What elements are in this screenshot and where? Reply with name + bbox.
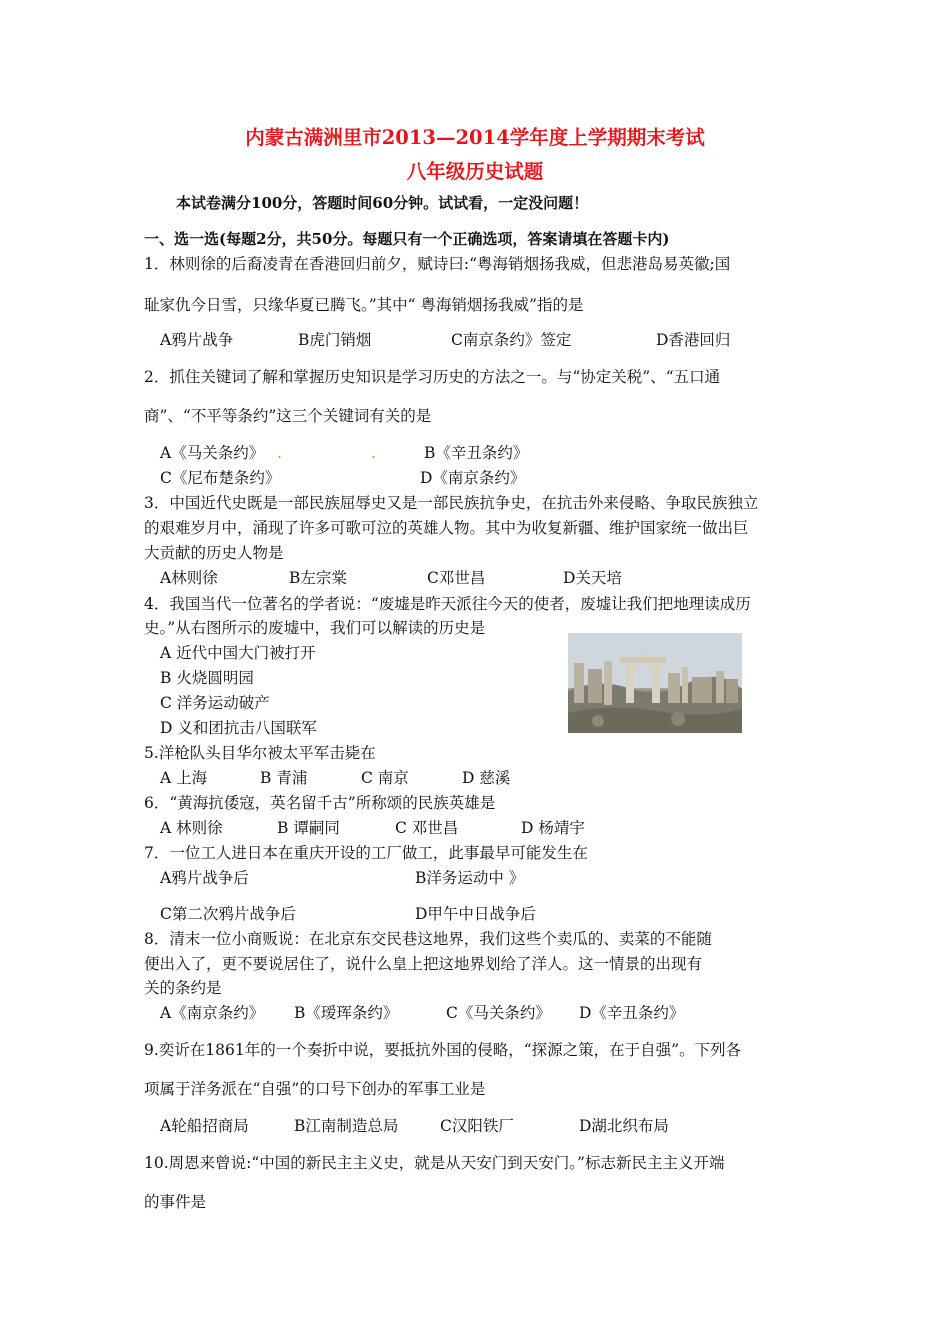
q4-option-c: C 洋务运动破产 — [160, 694, 270, 712]
q3-option-b: B左宗棠 — [289, 569, 347, 587]
q7-option-a: A鸦片战争后 — [160, 869, 249, 887]
q9-option-a: A轮船招商局 — [160, 1117, 249, 1135]
q10-stem-line2: 的事件是 — [144, 1193, 207, 1211]
q1-option-c: C南京条约》签定 — [451, 331, 572, 349]
q9-stem-line1: 9.奕䜣在1861年的一个奏折中说，要抵抗外国的侵略，“探源之策，在于自强”。下列各 — [144, 1041, 742, 1059]
section-heading: 一、选一选(每题2分，共50分。每题只有一个正确选项，答案请填在答题卡内) — [144, 230, 670, 248]
q1-stem-line2: 耻家仇今日雪，只缘华夏已腾飞。”其中“ 粤海销烟扬我威”指的是 — [144, 296, 584, 314]
ruins-illustration — [568, 633, 742, 733]
q5-option-a: A 上海 — [160, 769, 208, 787]
q4-option-d: D 义和团抗击八国联军 — [160, 719, 317, 737]
q2-option-d: D《南京条约》 — [420, 469, 526, 487]
q9-option-b: B江南制造总局 — [294, 1117, 399, 1135]
q2-mark-dot-1: . — [277, 444, 282, 462]
q4-option-b: B 火烧圆明园 — [160, 669, 254, 687]
q5-stem: 5.洋枪队头目华尔被太平军击毙在 — [144, 744, 376, 762]
q10-stem-line1: 10.周恩来曾说:“中国的新民主主义史，就是从天安门到天安门。”标志新民主主义开端 — [144, 1154, 725, 1172]
q5-option-b: B 青浦 — [260, 769, 308, 787]
q8-stem-line1: 8．清末一位小商贩说：在北京东交民巷这地界，我们这些个卖瓜的、卖菜的不能随 — [144, 930, 712, 948]
q5-option-c: C 南京 — [361, 769, 409, 787]
q5-option-d: D 慈溪 — [462, 769, 511, 787]
q7-option-d: D甲午中日战争后 — [415, 905, 536, 923]
exam-intro: 本试卷满分100分，答题时间60分钟。试试看，一定没问题！ — [176, 194, 589, 212]
q2-stem-line2: 商”、“不平等条约”这三个关键词有关的是 — [144, 407, 432, 425]
q7-option-c: C第二次鸦片战争后 — [160, 905, 296, 923]
q8-option-a: A《南京条约》 — [160, 1004, 265, 1022]
q2-option-b: B《辛丑条约》 — [424, 444, 529, 462]
q6-option-d: D 杨靖宇 — [521, 819, 585, 837]
q6-stem: 6．“黄海抗倭寇，英名留千古”所称颂的民族英雄是 — [144, 794, 496, 812]
q4-stem-line2: 史。”从右图所示的废墟中，我们可以解读的历史是 — [144, 619, 486, 637]
q7-option-b: B洋务运动中 》 — [415, 869, 525, 887]
q3-stem-line1: 3．中国近代史既是一部民族屈辱史又是一部民族抗争史，在抗击外来侵略、争取民族独立 — [144, 494, 759, 512]
q6-option-c: C 邓世昌 — [395, 819, 459, 837]
q8-stem-line2: 便出入了，更不要说居住了，说什么皇上把这地界划给了洋人。这一情景的出现有 — [144, 955, 703, 973]
q2-option-a: A《马关条约》 — [160, 444, 265, 462]
exam-title-line1: 内蒙古满洲里市2013—2014学年度上学期期末考试 — [245, 126, 705, 149]
q3-option-d: D关天培 — [563, 569, 622, 587]
q3-option-a: A林则徐 — [160, 569, 218, 587]
q8-option-d: D《辛丑条约》 — [579, 1004, 685, 1022]
q1-stem-line1: 1．林则徐的后裔凌青在香港回归前夕，赋诗曰:“粤海销烟扬我威，但悲港岛易英徽;国 — [144, 255, 731, 273]
q7-stem: 7．一位工人进日本在重庆开设的工厂做工，此事最早可能发生在 — [144, 844, 588, 862]
q9-option-d: D湖北织布局 — [579, 1117, 669, 1135]
q8-option-b: B《瑷珲条约》 — [294, 1004, 399, 1022]
q6-option-b: B 谭嗣同 — [277, 819, 340, 837]
q3-stem-line2: 的艰难岁月中，涌现了许多可歌可泣的英雄人物。其中为收复新疆、维护国家统一做出巨 — [144, 519, 749, 537]
q8-option-c: C《马关条约》 — [446, 1004, 551, 1022]
q2-mark-dot-2: . — [371, 444, 376, 462]
q6-option-a: A 林则徐 — [160, 819, 223, 837]
ruins-photo — [568, 633, 742, 733]
q3-stem-line3: 大贡献的历史人物是 — [144, 544, 284, 562]
q4-option-a: A 近代中国大门被打开 — [160, 644, 316, 662]
q3-option-c: C邓世昌 — [427, 569, 486, 587]
q4-stem-line1: 4．我国当代一位著名的学者说：“废墟是昨天派往今天的使者，废墟让我们把地理读成历 — [144, 595, 751, 613]
q1-option-a: A鸦片战争 — [160, 331, 234, 349]
q8-stem-line3: 关的条约是 — [144, 979, 222, 997]
q1-option-d: D香港回归 — [656, 331, 731, 349]
q9-option-c: C汉阳铁厂 — [440, 1117, 514, 1135]
q2-stem-line1: 2．抓住关键词了解和掌握历史知识是学习历史的方法之一。与“协定关税”、“五口通 — [144, 368, 721, 386]
exam-title-line2: 八年级历史试题 — [406, 160, 544, 183]
q2-option-c: C《尼布楚条约》 — [160, 469, 281, 487]
q9-stem-line2: 项属于洋务派在“自强”的口号下创办的军事工业是 — [144, 1080, 486, 1098]
q1-option-b: B虎门销烟 — [298, 331, 372, 349]
